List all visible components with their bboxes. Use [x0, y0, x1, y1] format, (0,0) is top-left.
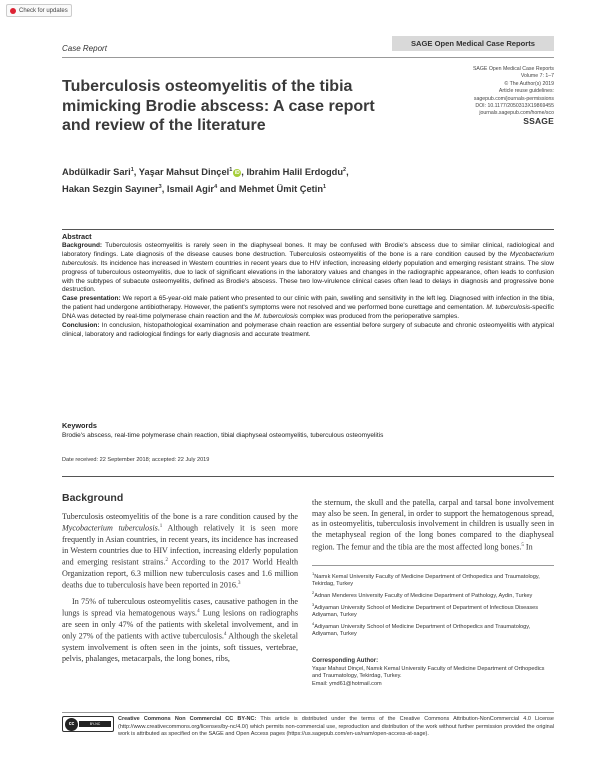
affiliation-text: Adiyaman University School of Medicine Department of Department of Infectious Diseases Adiyaman, Turkey — [312, 604, 539, 618]
corresponding-author — [312, 666, 554, 688]
abstract-conclusion-label: Conclusion: — [62, 322, 100, 330]
affiliation-sup: 1 — [312, 571, 315, 576]
abstract-background — [62, 242, 554, 295]
citation-sup[interactable]: 5 — [521, 542, 524, 548]
abstract-text: . Its incidence has increased in Western countries in recent years due to HIV infection, increasing elderly population and emerging resistant strains. The slow progress of tuberculous osteomyelitis, due to lack of significant elevations in the laboratory values and changes in the radiographic appearance, often leads to confusion with the subtypes of subacute osteomyelitis, defined as Brodie's abscess. These two low-virulence clinical cases often lead to delays in diagnosis and progressive bone destruction. — [62, 259, 554, 294]
body-text: In — [523, 542, 533, 552]
citation-sup[interactable]: 3 — [238, 581, 241, 587]
author-affiliation-sup: 2 — [343, 167, 347, 173]
body-italic: Mycobacterium tuberculosis — [62, 524, 158, 534]
keywords-heading: Keywords — [62, 421, 97, 430]
abstract-heading: Abstract — [62, 232, 92, 241]
affiliation-item — [312, 620, 554, 638]
affiliation-item — [312, 570, 554, 588]
article-type-label: Case Report — [62, 44, 107, 53]
header-divider — [62, 57, 554, 58]
check-updates-icon — [10, 8, 16, 14]
abstract-text: complex was produced from the perioperative samples. — [297, 313, 460, 321]
author-name: Yaşar Mahsut Dinçel — [138, 167, 230, 178]
affiliation-divider — [312, 565, 554, 566]
abstract-case-label: Case presentation: — [62, 295, 121, 303]
citation-sup[interactable]: 1 — [159, 524, 163, 530]
body-text: Although the skeletal system involvement is often seen in the joints, soft tissues, vertebrae, pelvis, phalanges, metacarpals, the long bones, ribs, — [62, 632, 298, 663]
author-list: Abdülkadir Sari$^1$, Yaşar Mahsut Dinçel$^1$iD , Ibrahim Halil Erdogdu$^2$, Hakan Sezgin Sayıner$^3$, Ismail Agir$^4$ and Mehmet Ümit Çetin$^1$ — [62, 167, 349, 194]
body-text: Tuberculosis osteomyelitis of the bone is a rare condition caused by the — [62, 511, 298, 521]
dates-line: Date received: 22 September 2018; accepted: 22 July 2019 — [62, 457, 210, 463]
abstract-text: Tuberculosis osteomyelitis is rarely seen in the diaphyseal bones. It may be confused with Brodie's abscess due to similar clinical, radiological and laboratory findings. Late diagnosis of the disease causes bone destruction. Tuberculosis osteomyelitis of the bone is a rare condition caused by the — [62, 241, 554, 258]
affiliation-sup: 2 — [312, 589, 315, 595]
author-affiliation-sup: 1 — [130, 167, 134, 173]
affiliation-item — [312, 589, 554, 600]
corresponding-address: Yaşar Mahsut Dinçel, Namık Kemal University Faculty of Medicine Department of Orthopedics and Traumatology, Tekirdag, Turkey. — [312, 666, 545, 680]
author-affiliation-sup: 3 — [158, 183, 162, 190]
check-updates-label: Check for updates — [19, 7, 68, 14]
author-name: Abdülkadir Sari — [62, 167, 131, 178]
abstract-italic: M. tuberculosis — [254, 313, 298, 321]
author-affiliation-sup: 4 — [214, 183, 218, 190]
body-right-column — [312, 498, 554, 553]
affiliation-item — [312, 601, 554, 619]
affiliation-text: Adiyaman University School of Medicine Department of Orthopedics and Traumatology, Adiyaman, Turkey — [312, 623, 531, 637]
citation-sup[interactable]: 4 — [223, 632, 227, 638]
body-text: Although relatively it is seen more frequently in Asian countries, in recent years, its incidence has increased in Western countries due to HIV infection, increasing elderly population and emerging resistant strains. — [62, 524, 298, 567]
abstract-italic: M. tuberculosis — [486, 304, 531, 312]
journal-banner: SAGE Open Medical Case Reports — [392, 36, 554, 51]
corresponding-email[interactable]: Email: ymd61@hotmail.com — [312, 680, 382, 687]
abstract-divider — [62, 229, 554, 230]
article-metadata — [420, 66, 554, 125]
citation-sup[interactable]: 2 — [165, 558, 168, 564]
meta-reuse-link[interactable]: sagepub.com/journals-permissions — [473, 95, 554, 102]
meta-journal: SAGE Open Medical Case Reports — [472, 66, 554, 72]
keywords-list: Brodie's abscess, real-time polymerase chain reaction, tibial diaphyseal osteomyelitis, tuberculous osteomyelitis — [62, 432, 384, 439]
abstract-text: In conclusion, histopathological examination and polymerase chain reaction are essential before surgery of subacute and chronic osteomyelitis with atypical clinical, laboratory and radiological findings for early diagnosis and accurate treatment. — [62, 322, 554, 338]
affiliation-sup: 4 — [312, 620, 315, 626]
orcid-icon[interactable]: iD — [234, 170, 240, 177]
body-text: the sternum, the skull and the patella, carpal and tarsal bone involvement may also be seen. In general, in order to support the hematogenous spread, as in osteomyelitis, tuberculosis involvement in children is usually seen in the metaphyseal region of the long bones compared to the diaphyseal region. The femur and the tibia are the most affected long bones. — [312, 498, 554, 552]
abstract-background-label: Background: — [62, 241, 103, 249]
corresponding-heading: Corresponding Author: — [312, 658, 379, 664]
abstract-conclusion — [62, 322, 554, 340]
abstract-text: -specific DNA was detected by real-time polymerase chain reaction and the — [62, 304, 554, 321]
meta-reuse: Article reuse guidelines: — [498, 88, 554, 95]
affiliations — [312, 570, 554, 639]
author-name: Mehmet Ümit Çetin — [238, 183, 324, 194]
meta-copyright: © The Author(s) 2019 — [504, 80, 554, 87]
body-text: According to the 2017 World Health Organization report, 6.3 million new tuberculosis cases and 1.6 million deaths due to tuberculosis have been reported in 2016. — [62, 557, 298, 590]
abstract-italic: Mycobacterium tuberculosis — [62, 250, 554, 267]
check-for-updates-badge[interactable] — [6, 4, 72, 17]
meta-journal-link[interactable]: journals.sagepub.com/home/sco — [479, 110, 554, 117]
meta-volume: Volume 7: 1–7 — [520, 73, 554, 80]
author-name: Ismail Agir — [166, 183, 215, 194]
affiliation-sup: 3 — [312, 601, 315, 607]
footer-divider — [62, 712, 554, 713]
author-name: Ibrahim Halil Erdogdu — [246, 167, 344, 178]
body-text: Lung lesions on radiographs are seen in only 47% of the patients with skeletal involvement, and in only 27% of the patients with active tuberculosis. — [62, 609, 298, 642]
affiliation-text: Adnan Menderes University Faculty of Medicine Department of Pathology, Aydin, Turkey — [314, 592, 533, 599]
body-left-column — [62, 493, 298, 664]
body-paragraph: Tuberculosis osteomyelitis of the bone is a rare condition caused by the Mycobacterium tuberculosis.$^1$ Although relatively it is seen more frequently in Asian countries, in recent years, its incidence has increased in Western countries due to HIV infection, increasing elderly population and emerging resistant strains.$^2$ According to the 2017 World Health Organization report, 6.3 million new tuberculosis cases and 1.6 million deaths due to tuberculosis have been reported in 2016.$^3$ — [62, 511, 298, 590]
cc-license-badge[interactable] — [62, 716, 114, 732]
body-text: In 75% of tuberculous osteomyelitis cases, causative pathogen in the lungs is spread via hematogenous ways. — [62, 596, 298, 619]
license-body: This article is distributed under the terms of the Creative Commons Attribution-NonCommercial 4.0 License (http://www.creativecommons.org/licenses/by-nc/4.0/) which permits non-commercial use, reproduction and distribution of the work without further permission provided the original work is attributed as specified on the SAGE and Open Access pages (https://us.sagepub.com/en-us/nam/open-access-at-sage). — [118, 716, 554, 738]
meta-doi[interactable]: DOI: 10.1177/2050313X19869455 — [475, 103, 554, 110]
body-divider — [62, 476, 554, 477]
abstract-text: We report a 65-year-old male patient who presented to our clinic with pain, swelling and sensitivity in the left leg. Diagnosed with infection in the tibia, the patient had undergone antibiotherapy. However, the patient's symptoms were not resolved and we performed bone curettage and cementation. — [62, 295, 554, 312]
cc-icon: cc — [65, 718, 78, 731]
author-conjunction: and — [219, 183, 237, 194]
affiliation-text: Namık Kemal University Faculty of Medicine Department of Orthopedics and Traumatology, Tekirdag, Turkey — [312, 573, 540, 588]
author-affiliation-sup: 1 — [323, 183, 327, 190]
citation-sup[interactable]: 4 — [197, 609, 200, 615]
section-heading: Background — [62, 492, 124, 504]
article-title: Tuberculosis osteomyelitis of the tibia mimicking Brodie abscess: A case report and review of the literature — [62, 78, 375, 134]
author-affiliation-sup: 1 — [229, 167, 233, 173]
sage-logo: SSAGE — [523, 115, 554, 126]
license-text — [118, 716, 554, 739]
author-name: Hakan Sezgin Sayıner — [62, 183, 159, 194]
abstract-section — [62, 233, 554, 340]
body-paragraph — [62, 597, 298, 665]
cc-by-nc-icon: BY-NC — [79, 721, 111, 727]
license-label: Creative Commons Non Commercial CC BY-NC: — [118, 716, 257, 722]
abstract-case — [62, 295, 554, 322]
